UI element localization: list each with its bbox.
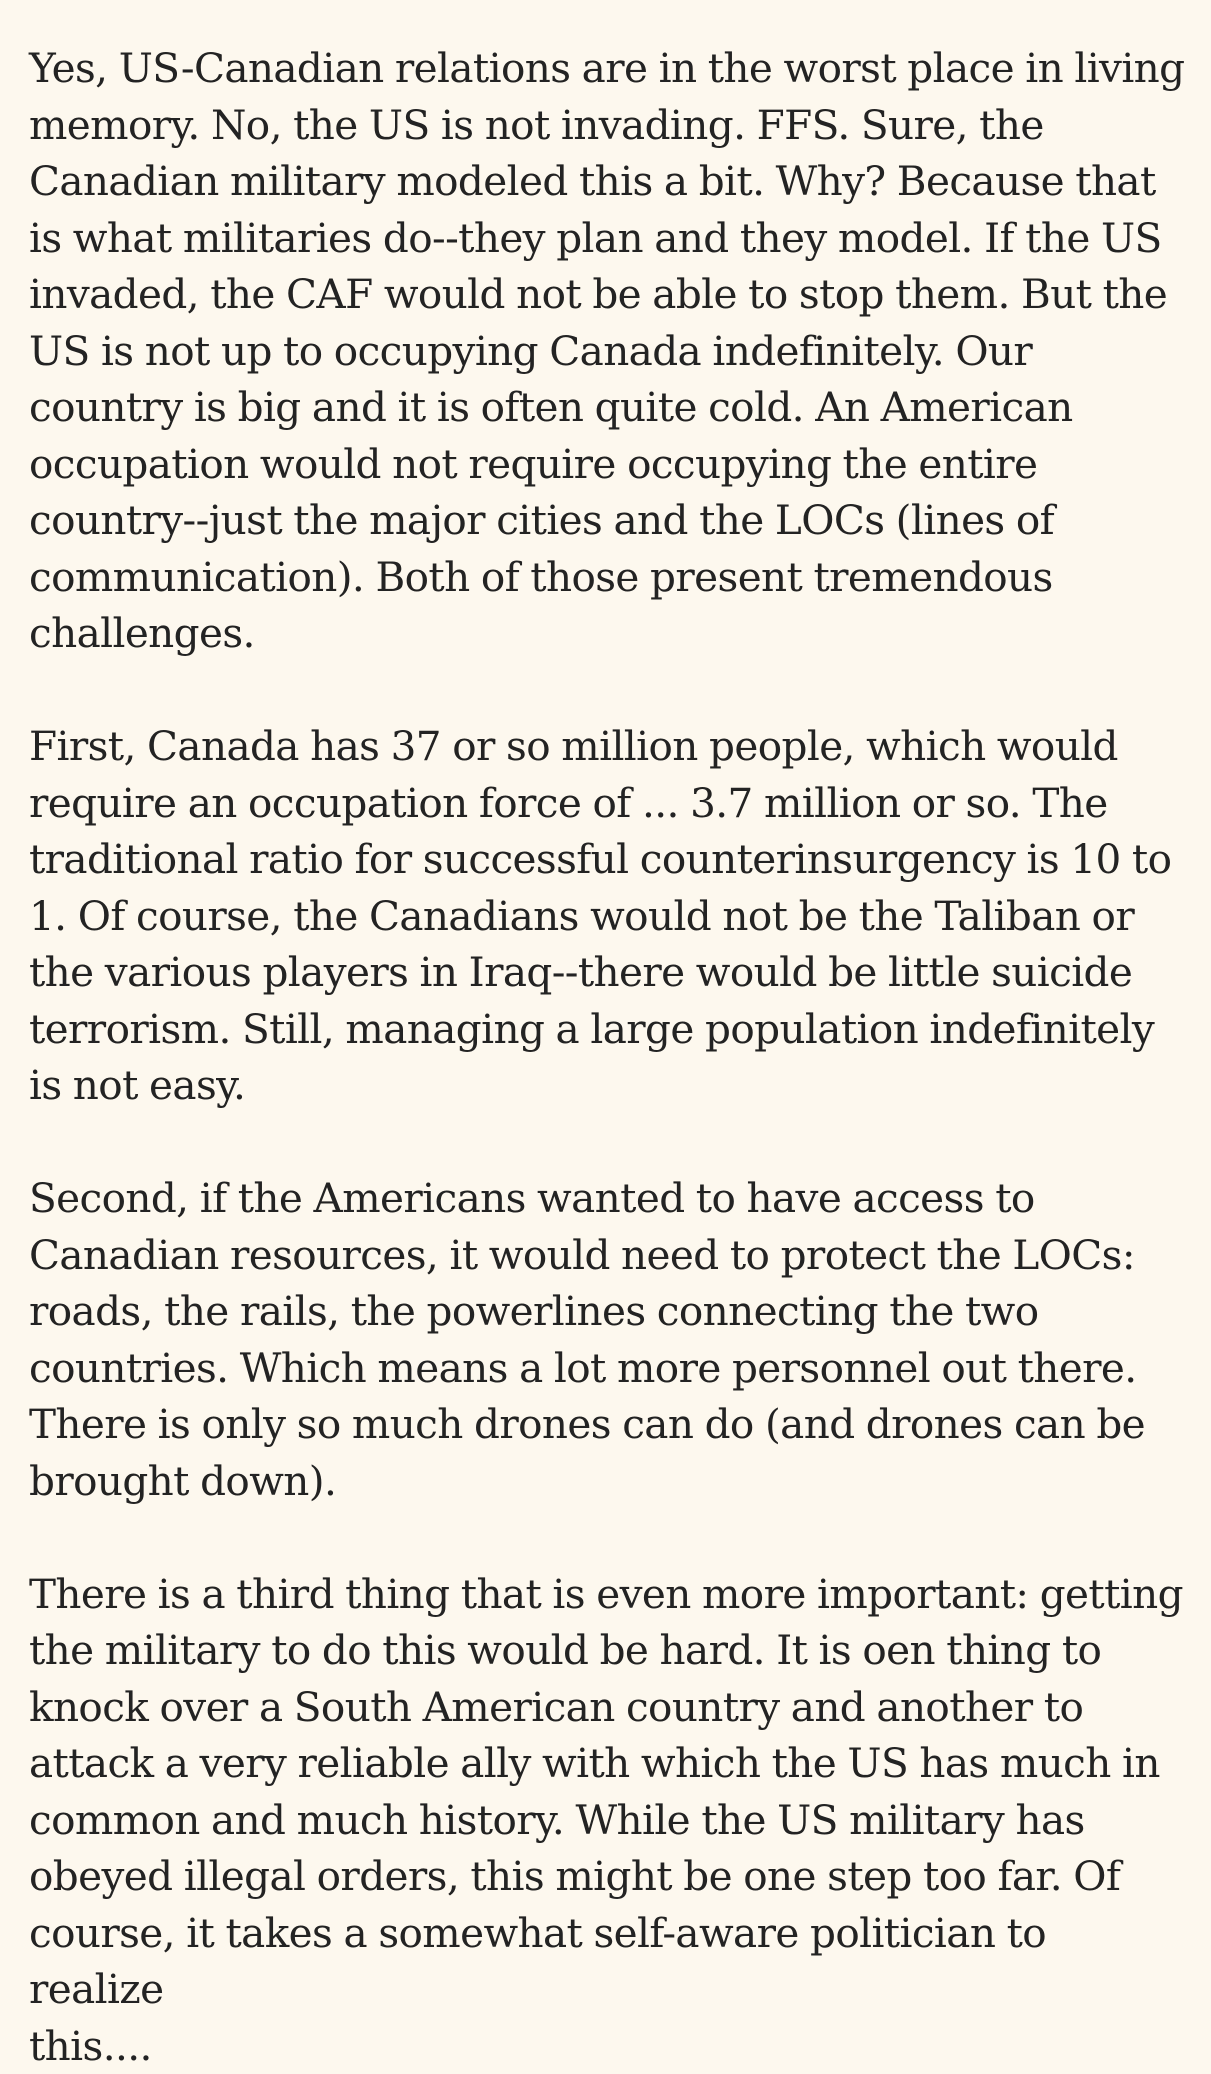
- paragraph-relations: Yes, US-Canadian relations are in the worst place in living memory. No, the US is not invading. FFS. Sure, the Canadian military modeled this a bit. Why? Because that is what militaries do--they plan and they model. If the US invaded, the CAF would not be able to stop them. But the US is not up to occupying Canada indefinitely. Our country is big and it is often quite cold. An American occupation would not require occupying the entire country--just the major cities and the LOCs (lines of communication). Both of those present tremendous challenges.: [29, 40, 1187, 662]
- paragraph-military-obedience: There is a third thing that is even more important: getting the military to do this would be hard. It is oen thing to knock over a South American country and another to attack a very reliable ally with which the US has much in common and much history. While the US military has obeyed illegal orders, this might be one step too far. Of course, it takes a somewhat self-aware politician to realize this....: [29, 1566, 1187, 2074]
- paragraph-lines-of-communication: Second, if the Americans wanted to have access to Canadian resources, it would need to protect the LOCs: roads, the rails, the powerlines connecting the two countries. Which means a lot more personnel out there. There is only so much drones can do (and drones can be brought down).: [29, 1170, 1187, 1509]
- paragraph-population: First, Canada has 37 or so million people, which would require an occupation force of ... 3.7 million or so. The traditional ratio for successful counterinsurgency is 10 to 1. Of course, the Canadians would not be the Taliban or the various players in Iraq--there would be little suicide terrorism. Still, managing a large population indefinitely is not easy.: [29, 718, 1187, 1114]
